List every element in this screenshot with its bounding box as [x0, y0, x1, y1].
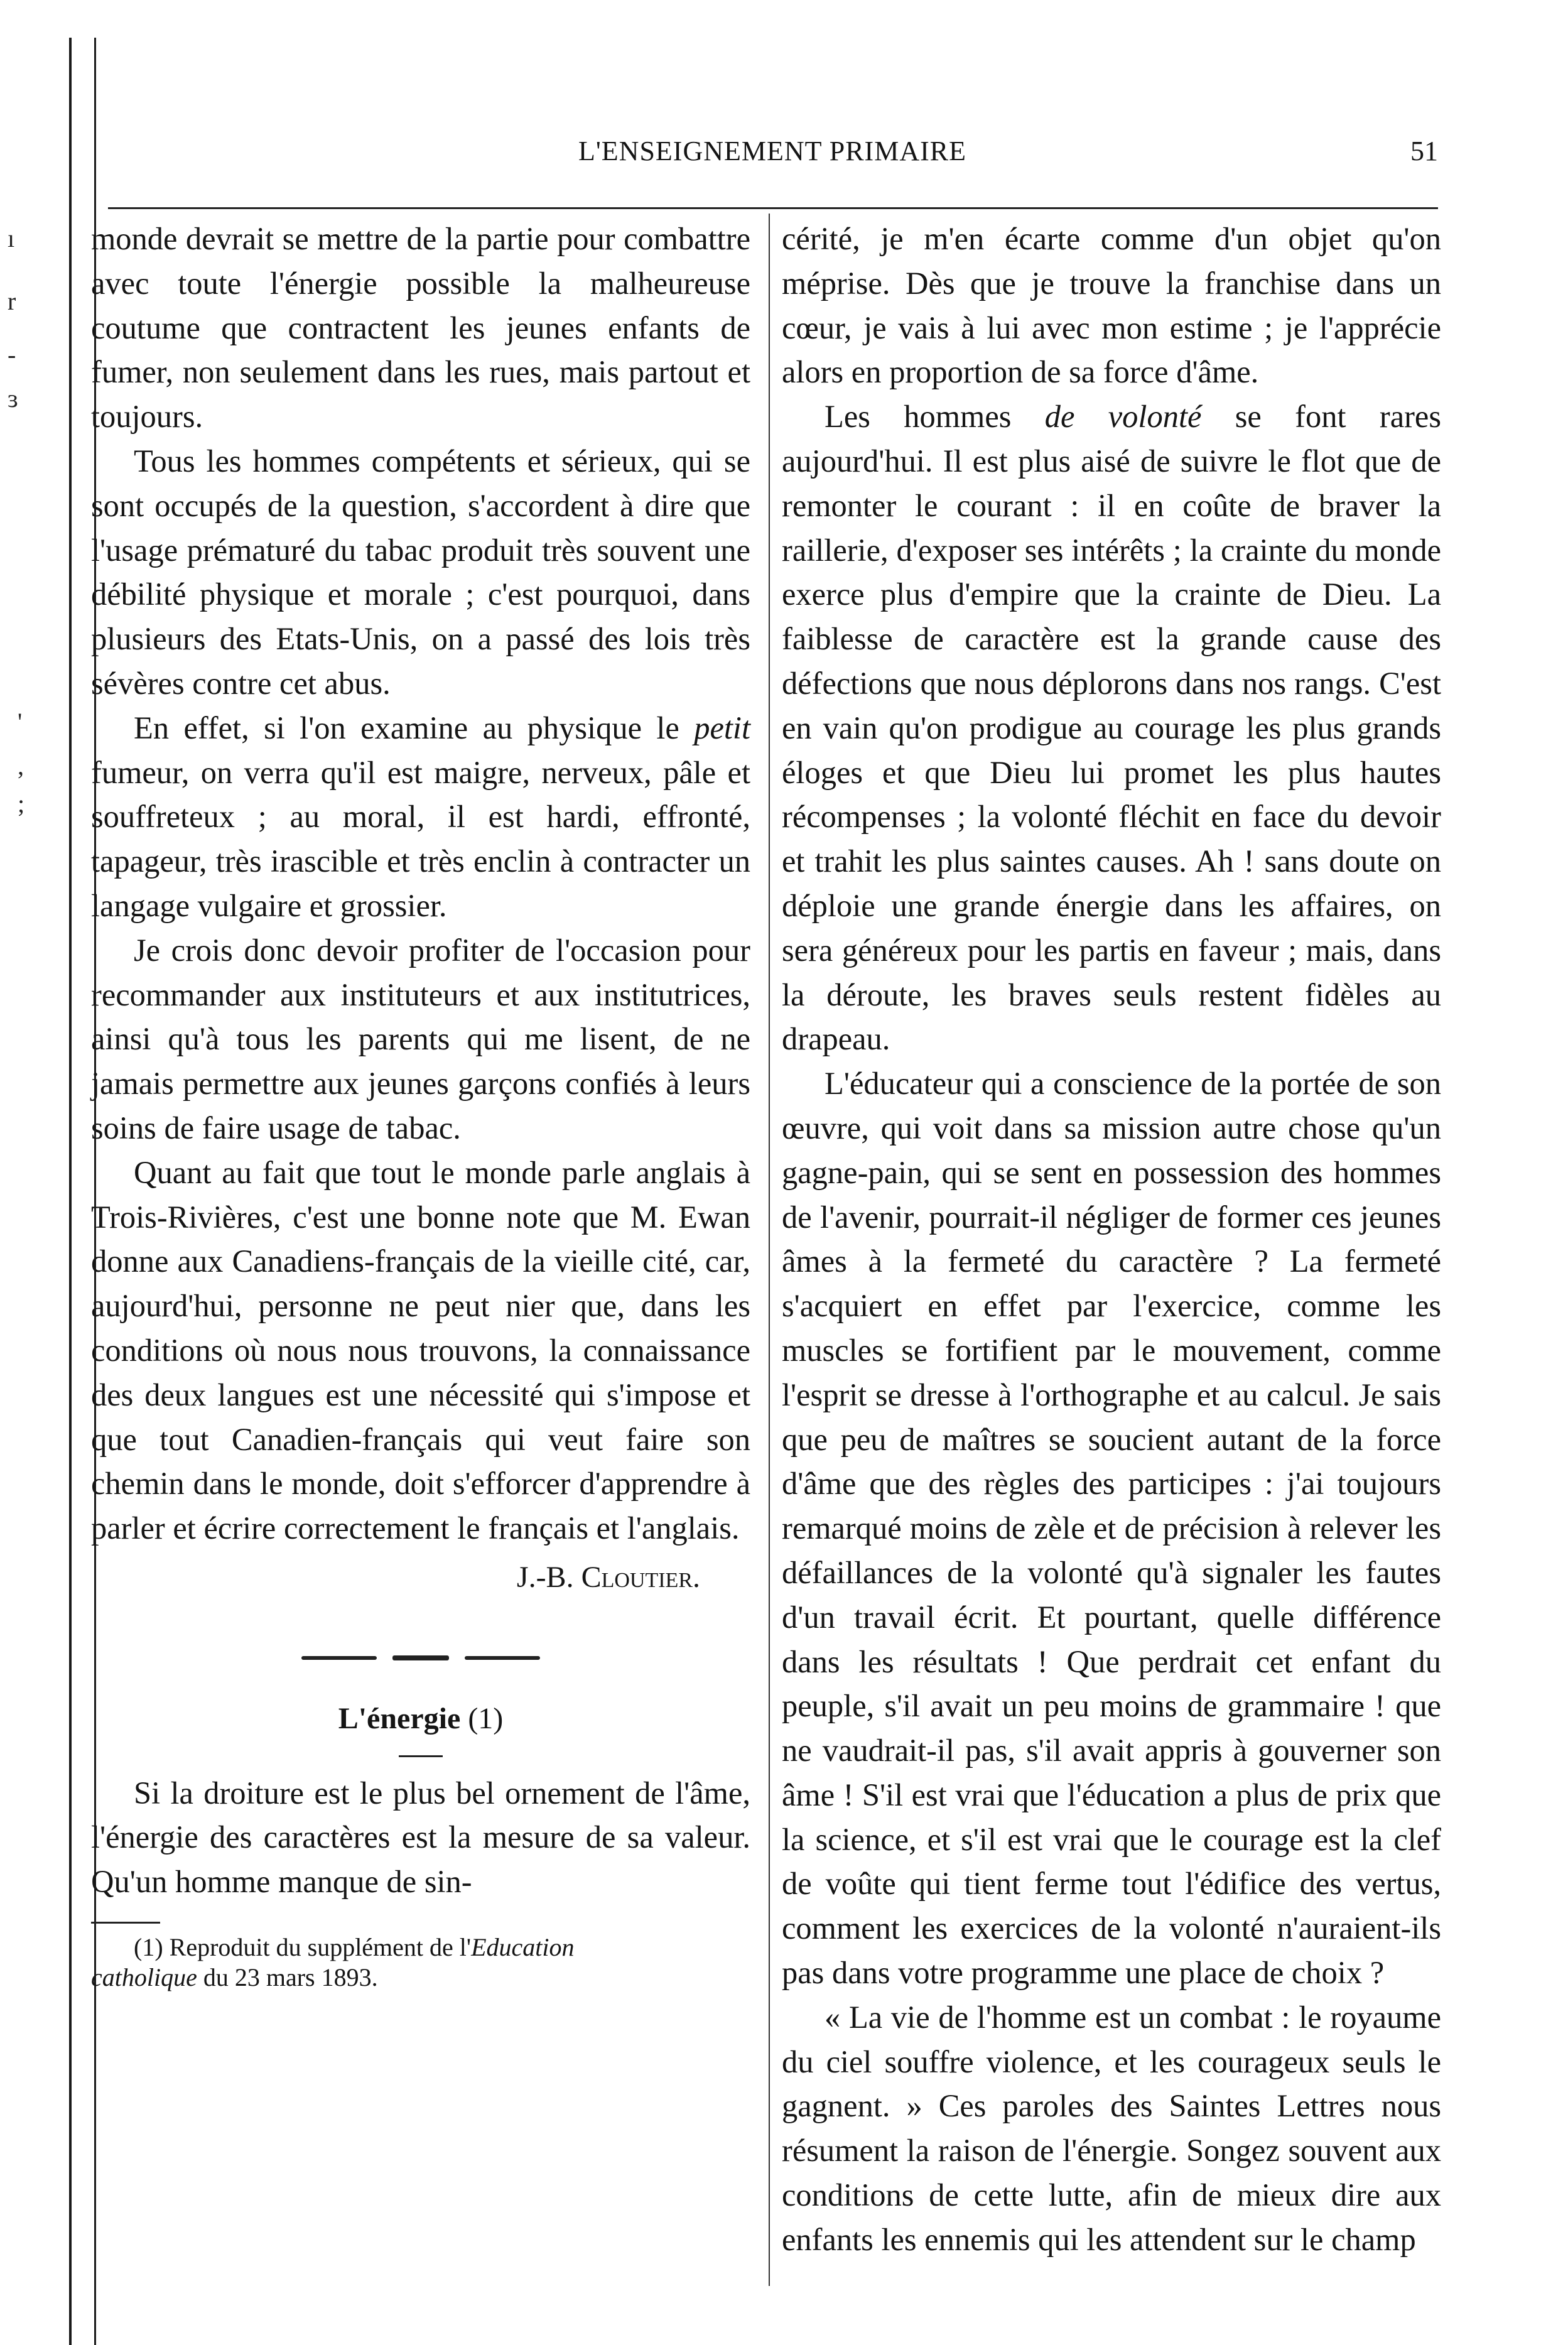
margin-mark: ı: [8, 224, 15, 252]
paragraph: L'éducateur qui a conscience de la portée de son œuvre, qui voit dans sa mission autre chose qu'un gagne-pain, qui se sent en possession des hommes de l'avenir, pourrait-il négliger de former ces jeunes âmes à la fermeté du caractère ? La fermeté s'acquiert en effet par l'exercice, comme les muscles se fortifient par le mouvement, comme l'esprit se dresse à l'orthographe et au calcul. Je sais que peu de maîtres se soucient autant de la force d'âme que des règles des participes : j'ai toujours remarqué moins de zèle et de précision à relever les défaillances de la volonté qu'à signaler les fautes d'un travail écrit. Et pourtant, quelle différence dans les résultats ! Que perdrait cet enfant du peuple, s'il avait un peu moins de grammaire ! que ne vaudrait-il pas, s'il avait appris à gouverner son âme ! S'il est vrai que l'éducation a plus de prix que la science, et s'il est vrai que le courage est la clef de voûte qui tient ferme tout l'édifice des vertus, comment les exercices de la volonté n'auraient-ils pas dans votre programme une place de choix ?: [782, 1066, 1441, 1991]
italic-text: petit: [694, 710, 750, 745]
paragraph: monde devrait se mettre de la partie pour combattre avec toute l'énergie possible la malheureuse coutume que contractent les jeunes enfants de fumer, non seulement dans les rues, mais partout et toujours.: [91, 221, 750, 435]
left-column: [91, 217, 750, 1993]
right-column: [782, 217, 1441, 2262]
footnote-reference: (1): [468, 1701, 504, 1735]
section-ornament: [301, 1650, 540, 1665]
italic-text: Education: [471, 1932, 575, 1961]
margin-mark: -: [8, 340, 16, 369]
text-run: (1) Reproduit du supplément de l': [134, 1932, 472, 1961]
paragraph: Je crois donc devoir profiter de l'occasion pour recommander aux instituteurs et aux institutrices, ainsi qu'à tous les parents qui me lisent, de ne jamais permettre aux jeunes garçons confiés à leurs soins de faire usage de tabac.: [91, 932, 750, 1145]
paragraph: Quant au fait que tout le monde parle anglais à Trois-Rivières, c'est une bonne note que M. Ewan donne aux Canadiens-français de la vieille cité, car, aujourd'hui, personne ne peut nier que, dans les conditions où nous nous trouvons, la connaissance des deux langues est une nécessité qui s'impose et que tout Canadien-français qui veut faire son chemin dans le monde, doit s'efforcer d'apprendre à parler et écrire correctement le français et l'anglais.: [91, 1154, 750, 1546]
page-header: [107, 135, 1438, 179]
column-divider: [769, 214, 770, 2286]
margin-mark: ɜ: [8, 384, 18, 413]
page-number: 51: [1410, 136, 1438, 166]
text-run: fumeur, on verra qu'il est maigre, nerveux, pâle et souffreteux ; au moral, il est hardi, effronté, tapageur, très irascible et très enclin à contracter un langage vulgaire et grossier.: [91, 754, 750, 923]
paragraph: [91, 706, 750, 928]
paragraph: Tous les hommes compétents et sérieux, qui se sont occupés de la question, s'accordent à dire que l'usage prématuré du tabac produit très souvent une débilité physique et morale ; c'est pourquoi, dans plusieurs des Etats-Unis, on a passé des lois très sévères contre cet abus.: [91, 443, 750, 701]
footnote-rule: [91, 1922, 160, 1924]
paragraph: Si la droiture est le plus bel ornement de l'âme, l'énergie des caractères est la mesure de sa valeur. Qu'un homme manque de sin-: [91, 1775, 750, 1900]
text-run: se font rares aujourd'hui. Il est plus aisé de suivre le flot que de remonter le courant : il en coûte de braver la raillerie, d'exposer ses intérêts ; la crainte du monde exerce plus d'empire que la crainte de Dieu. La faiblesse de caractère est la grande cause des défections que nous déplorons dans nos rangs. C'est en vain qu'on prodigue au courage les plus grands éloges et que Dieu lui promet les plus hautes récompenses ; la volonté fléchit en face du devoir et trahit les plus saintes causes. Ah ! sans doute on déploie une grande énergie dans les affaires, on sera généreux pour les partis en faveur ; mais, dans la déroute, les braves seuls restent fidèles au drapeau.: [782, 399, 1441, 1057]
margin-mark: ': [18, 708, 23, 736]
paragraph: [782, 394, 1441, 1061]
text-run: Les hommes: [825, 399, 1045, 435]
paragraph: « La vie de l'homme est un combat : le royaume du ciel souffre violence, et les courageux seuls le gagnent. » Ces paroles des Saintes Lettres nous résument la raison de l'énergie. Songez souvent aux conditions de cette lutte, afin de mieux dire aux enfants les ennemis qui les attendent sur le champ: [782, 1999, 1441, 2257]
header-rule: [108, 207, 1438, 209]
italic-text: catholique: [91, 1963, 197, 1991]
footnote: [91, 1932, 750, 1993]
title-rule: [399, 1755, 443, 1757]
author-signature: J.-B. Cloutier.: [516, 1560, 700, 1594]
italic-text: de volonté: [1044, 399, 1202, 435]
margin-mark: r: [8, 287, 16, 315]
margin-mark: ,: [18, 752, 24, 780]
text-run: du 23 mars 1893.: [197, 1963, 378, 1991]
section-title-text: L'énergie: [338, 1701, 461, 1735]
text-run: En effet, si l'on examine au physique le: [134, 710, 695, 745]
margin-mark: ;: [18, 789, 25, 818]
running-title: L'ENSEIGNEMENT PRIMAIRE: [578, 136, 966, 166]
paragraph: cérité, je m'en écarte comme d'un objet qu'on méprise. Dès que je trouve la franchise dans un cœur, je vais à lui avec mon estime ; je l'apprécie alors en proportion de sa force d'âme.: [782, 221, 1441, 390]
section-title: [91, 1697, 750, 1741]
binding-edge-line: [69, 38, 72, 2345]
